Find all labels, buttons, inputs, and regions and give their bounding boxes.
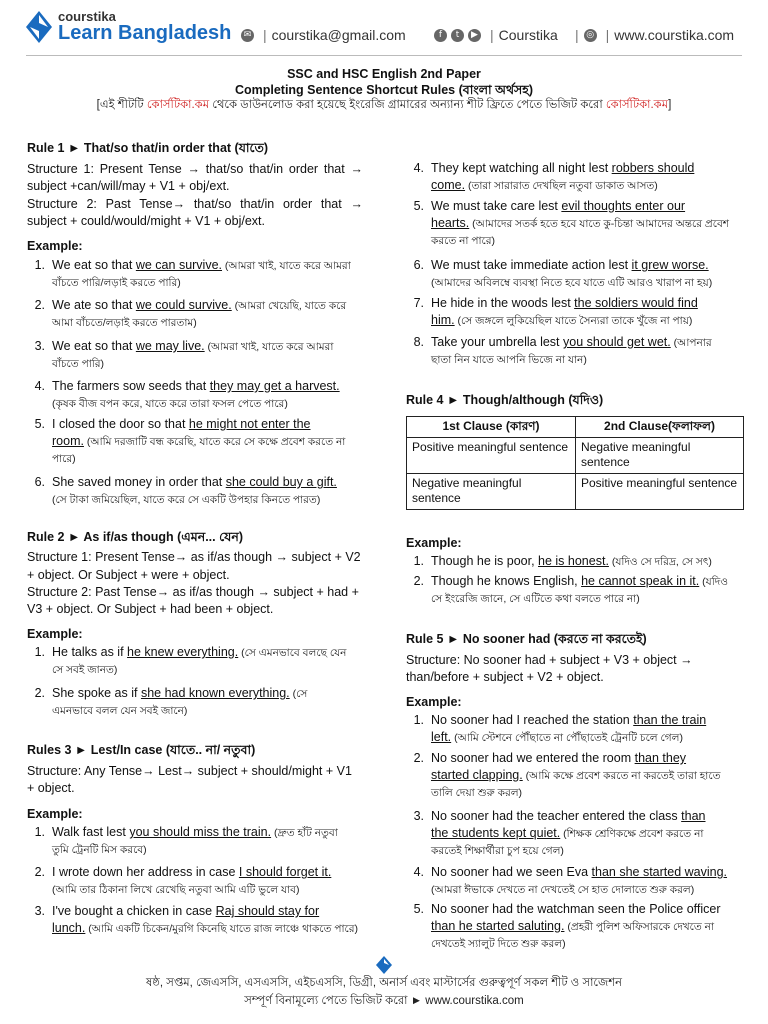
note-pre: [এই শীটটি <box>96 99 147 111</box>
email-icon: ✉ <box>241 29 254 42</box>
rule2-structure-2a: Structure 2: Past Tense→ as if/as though → subject + had + <box>27 585 359 599</box>
rule1-structure-1: Structure 1: Present Tense → that/so that/in order that → subject +can/will/may + V1 + obj/ext. <box>27 162 363 193</box>
rule3-structure-b: + object. <box>27 781 75 795</box>
website-bar <box>570 26 734 45</box>
rule2-structure-1b: + object. Or Subject + were + object. <box>27 568 230 582</box>
table-cell: Negative meaningful sentence <box>576 437 744 473</box>
header-divider <box>26 55 742 56</box>
brand-big-text: Learn Bangladesh <box>58 22 232 44</box>
rule4-heading: Rule 4 ► Though/although (যদিও) <box>406 393 604 407</box>
footer-logo-icon <box>376 956 392 974</box>
source-link-1[interactable]: কোর্সটিকা.কম <box>146 99 210 111</box>
rule2-structure-2b: V3 + object. Or Subject + had been + object. <box>27 602 274 616</box>
rule1-heading: Rule 1 ► That/so that/in order that (যাতে) <box>27 141 269 155</box>
rule2-heading: Rule 2 ► As if/as though (এমন... যেন) <box>27 530 243 544</box>
website-link[interactable]: www.courstika.com <box>614 27 735 43</box>
brand-logo[interactable] <box>26 10 231 44</box>
brand-small-text: courstika <box>58 9 116 24</box>
rule5-structure-a: Structure: No sooner had + subject + V3 + object → <box>406 653 693 667</box>
rule2-structure-1a: Structure 1: Present Tense→ as if/as though → subject + V2 <box>27 550 361 564</box>
doc-title: SSC and HSC English 2nd Paper <box>287 67 481 81</box>
separator: | <box>575 27 579 43</box>
table-header-cell: 1st Clause (কারণ) <box>407 417 576 438</box>
source-link-2[interactable]: কোর্সটিকা.কম <box>605 99 669 111</box>
table-cell: Positive meaningful sentence <box>407 437 576 473</box>
doc-subtitle: Completing Sentence Shortcut Rules (বাংলা অর্থসহ) <box>234 83 534 97</box>
rule5-example-heading: Example: <box>406 695 462 709</box>
table-header-row <box>407 417 744 438</box>
separator: | <box>605 27 610 43</box>
separator: | <box>490 27 494 43</box>
logo-mark-icon <box>26 11 52 43</box>
table-row <box>407 473 744 509</box>
table-row <box>407 437 744 473</box>
twitter-icon[interactable]: t <box>451 29 464 42</box>
page-header <box>0 0 768 60</box>
rule4-example-heading: Example: <box>406 536 462 550</box>
rule1-example-heading: Example: <box>27 239 83 253</box>
doc-source-note <box>0 98 768 114</box>
email-link[interactable]: courstika@gmail.com <box>271 27 406 43</box>
table-cell: Negative meaningful sentence <box>407 473 576 509</box>
youtube-icon[interactable]: ▶ <box>468 29 481 42</box>
table-cell: Positive meaningful sentence <box>576 473 744 509</box>
rule1-structure-2: Structure 2: Past Tense→ that/so that/in order that → subject + could/would/might + V1 + obj/ext. <box>27 197 363 228</box>
clause-table <box>406 416 744 510</box>
rule3-heading: Rules 3 ► Lest/In case (যাতে.. না/ নতুবা) <box>27 743 256 757</box>
rule2-example-heading: Example: <box>27 627 83 641</box>
social-link[interactable]: Courstika <box>498 27 558 43</box>
contact-bar <box>241 26 406 45</box>
facebook-icon[interactable]: f <box>434 29 447 42</box>
note-mid: থেকে ডাউনলোড করা হয়েছে ইংরেজি গ্রামারের অন্যান্য শীট ফ্রিতে পেতে ভিজিট করো <box>209 99 606 111</box>
footer-line-1: ষষ্ঠ, সপ্তম, জেএসসি, এসএসসি, এইচএসসি, ডিগ্রী, অনার্স এবং মাস্টার্সের গুরুত্বপূর্ণ সকল শীট ও সাজেশন <box>146 977 622 989</box>
rule3-structure-a: Structure: Any Tense→ Lest→ subject + should/might + V1 <box>27 764 352 778</box>
footer-line-2[interactable]: সম্পূর্ণ বিনামূল্যে পেতে ভিজিট করো ► www.courstika.com <box>244 995 524 1007</box>
table-header-cell: 2nd Clause(ফলাফল) <box>576 417 744 438</box>
globe-icon: ◎ <box>584 29 597 42</box>
note-post: ] <box>668 99 672 111</box>
rule5-heading: Rule 5 ► No sooner had (করতে না করতেই) <box>406 632 647 646</box>
separator: | <box>263 27 267 43</box>
rule3-example-heading: Example: <box>27 807 83 821</box>
social-bar <box>434 26 558 45</box>
rule5-structure-b: than/before + subject + V2 + object. <box>406 670 604 684</box>
